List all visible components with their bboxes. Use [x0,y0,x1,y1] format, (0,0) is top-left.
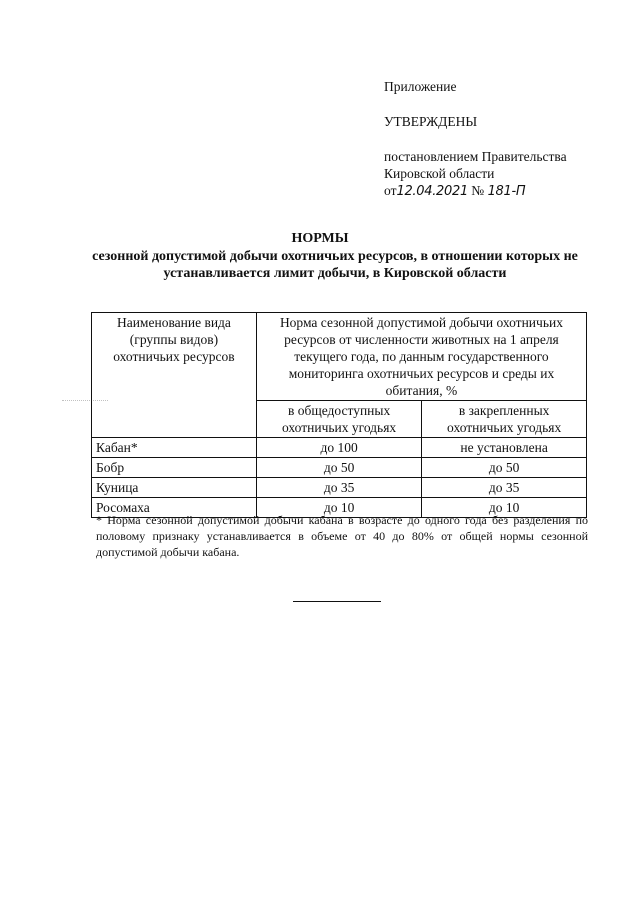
header-public-grounds: в общедоступных охотничьих угодьях [256,401,421,438]
table-row [92,478,587,498]
decree-date: 12.04.2021 [396,184,468,199]
species-cell: Росомаха [92,498,257,518]
assigned-value-cell: не установлена [422,438,587,458]
decree-line-2: Кировской области [384,166,495,181]
from-prefix: от [384,183,397,198]
public-value-cell: до 100 [256,438,421,458]
norms-table [91,312,587,518]
species-cell: Бобр [92,458,257,478]
public-value-cell: до 10 [256,498,421,518]
document-subtitle: сезонной допустимой добычи охотничьих ресурсов, в отношении которых не устанавливается лимит добычи, в Кировской области [92,249,578,281]
assigned-value-cell: до 50 [422,458,587,478]
document-title: НОРМЫ [291,231,349,246]
footnote: * Норма сезонной допустимой добычи кабана в возрасте до одного года без разделения по половому признаку устанавливается в объеме от 40 до 80% от общей нормы сезонной допустимой добычи кабана. [96,513,588,559]
closing-rule [293,601,381,602]
species-cell: Кабан* [92,438,257,458]
header-species-name: Наименование вида (группы видов) охотничьих ресурсов [92,313,257,438]
assigned-value-cell: до 35 [422,478,587,498]
number-sign: № [471,183,485,198]
assigned-value-cell: до 10 [422,498,587,518]
approved-label: УТВЕРЖДЕНЫ [384,114,478,129]
decree-line-1: постановлением Правительства [384,149,567,164]
table-row [92,438,587,458]
header-assigned-grounds: в закрепленных охотничьих угодьях [422,401,587,438]
table-row [92,458,587,478]
species-cell: Куница [92,478,257,498]
public-value-cell: до 50 [256,458,421,478]
table-header-row [92,313,587,401]
decree-number: 181-П [487,184,526,199]
header-norm: Норма сезонной допустимой добычи охотничьих ресурсов от численности животных на 1 апреля текущего года, по данным государственного мониторинга охотничьих ресурсов и среды их обитания, % [256,313,586,401]
approval-block [384,78,567,200]
decree-date-number [384,182,567,200]
annex-label: Приложение [384,79,457,94]
public-value-cell: до 35 [256,478,421,498]
